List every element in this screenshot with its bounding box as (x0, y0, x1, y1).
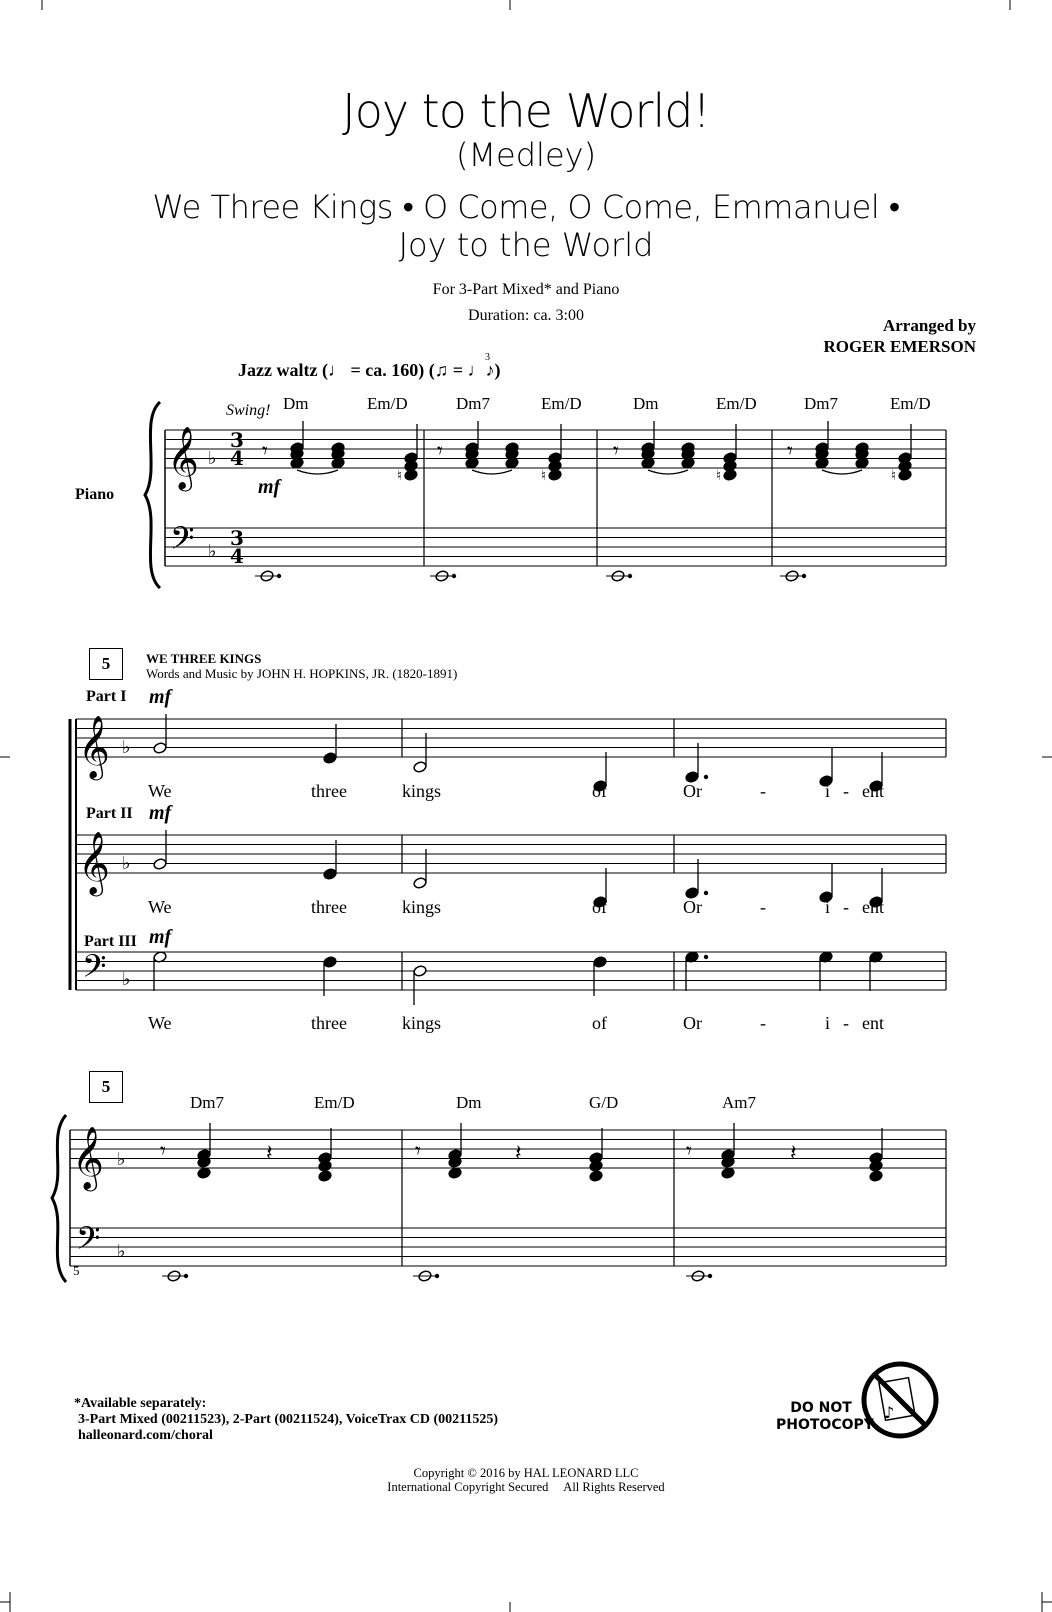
flat-icon: ♭ (208, 541, 217, 562)
chord-symbol: Dm7 (804, 394, 838, 413)
music-note-icon: ♪ (884, 1403, 895, 1422)
bass-clef-icon: 𝄢 (170, 520, 195, 564)
lyric-hyphen: - (843, 897, 849, 917)
brace (52, 1115, 66, 1282)
copyright-line1: Copyright © 2016 by HAL LEONARD LLC (413, 1466, 639, 1480)
tempo-triplet: 3 (485, 352, 490, 363)
lyric: Or (683, 781, 702, 801)
lyric: We (148, 897, 172, 917)
lyric: of (592, 1013, 607, 1033)
do-not-photocopy-line1: DO NOT (790, 1400, 852, 1416)
time-signature: 4 (230, 544, 244, 568)
rehearsal-mark: 5 (89, 1071, 123, 1103)
availability-line1: *Available separately: (74, 1396, 207, 1411)
voice-notehead (413, 761, 427, 774)
part-label-2: Part II (86, 805, 133, 822)
do-not-photocopy-line2: PHOTOCOPY (776, 1417, 874, 1433)
chord-notehead (721, 1167, 735, 1180)
lyric-hyphen: - (843, 781, 849, 801)
flat-icon: ♭ (122, 969, 131, 990)
chord-symbol: Em/D (890, 394, 931, 413)
dynamic-mf: mf (258, 476, 281, 498)
lyric-hyphen: - (760, 781, 766, 801)
flat-icon: ♭ (208, 448, 217, 469)
eighth-rest-icon: 𝄾 (160, 1139, 166, 1164)
lyric: i (825, 897, 831, 917)
augmentation-dot (704, 891, 708, 895)
chord-notehead (589, 1170, 603, 1183)
medley-songs-line1: We Three Kings • O Come, O Come, Emmanuel • (152, 188, 900, 226)
dynamic-mf: mf (149, 802, 172, 824)
tie (472, 470, 512, 474)
part-label-1: Part I (86, 688, 127, 705)
quarter-rest-icon: 𝄽 (515, 1141, 522, 1166)
voicing: For 3-Part Mixed* and Piano (432, 281, 620, 298)
lyric: kings (402, 1013, 442, 1033)
chord-symbol: Dm (283, 394, 309, 413)
voice-notehead (593, 956, 607, 969)
lyric: kings (402, 897, 442, 917)
eighth-rest-icon: 𝄾 (613, 439, 619, 464)
chord-symbol: Am7 (722, 1093, 756, 1112)
lyric: ent (862, 781, 884, 801)
lyric: ent (862, 897, 884, 917)
lyric: three (311, 1013, 347, 1033)
lyric: Or (683, 1013, 702, 1033)
chord-symbol: Dm (633, 394, 659, 413)
brace (145, 402, 160, 588)
lyric: We (148, 781, 172, 801)
eighth-rest-icon: 𝄾 (415, 1139, 421, 1164)
bass-clef-icon: 𝄢 (76, 1220, 101, 1264)
flat-icon: ♭ (122, 737, 131, 758)
chord-symbol: Em/D (367, 394, 408, 413)
arranger-name: ROGER EMERSON (823, 337, 976, 356)
arranged-label: Arranged by (882, 316, 976, 335)
natural-icon: ♮ (716, 468, 722, 484)
chord-notehead (869, 1170, 883, 1183)
lyric: three (311, 897, 347, 917)
arranger-credit (823, 315, 976, 357)
dynamic-mf: mf (149, 686, 172, 708)
lyric: kings (402, 781, 442, 801)
flat-icon: ♭ (122, 853, 131, 874)
swing-marking: Swing! (226, 402, 271, 419)
lyric: ent (862, 1013, 884, 1033)
page-subtitle: (Medley) (455, 136, 597, 174)
voice-notehead (323, 752, 337, 765)
voice-notehead (413, 965, 427, 978)
lyric: Or (683, 897, 702, 917)
voice-notehead (323, 956, 337, 969)
voice-notehead (323, 868, 337, 881)
flat-icon: ♭ (117, 1241, 126, 1262)
availability-note (74, 1396, 498, 1444)
song-credit: Words and Music by JOHN H. HOPKINS, JR. (1820-1891) (146, 666, 458, 681)
treble-clef-icon: 𝄞 (78, 831, 110, 894)
lyric: We (148, 1013, 172, 1033)
flat-icon: ♭ (117, 1149, 126, 1170)
part-label-3: Part III (84, 933, 137, 950)
chord-symbol: Dm7 (190, 1093, 224, 1112)
availability-line2: 3-Part Mixed (00211523), 2-Part (00211524), VoiceTrax CD (00211525) (78, 1412, 499, 1427)
time-signature: 4 (230, 446, 244, 470)
duration: Duration: ca. 3:00 (468, 307, 584, 324)
lyric: i (825, 1013, 831, 1033)
do-not-photocopy-text (776, 1400, 874, 1434)
chord-symbol: Em/D (716, 394, 757, 413)
voice-notehead (413, 877, 427, 890)
tie (822, 470, 862, 474)
page-title: Joy to the World! (342, 84, 710, 138)
quarter-rest-icon: 𝄽 (266, 1141, 273, 1166)
lyric: of (592, 781, 607, 801)
chord-symbol: Em/D (541, 394, 582, 413)
chord-symbol: G/D (589, 1093, 619, 1112)
measure-number: 5 (73, 1263, 80, 1278)
bass-clef-icon: 𝄢 (82, 948, 107, 992)
natural-icon: ♮ (541, 468, 547, 484)
natural-icon: ♮ (397, 468, 403, 484)
eighth-rest-icon: 𝄾 (437, 439, 443, 464)
lyric: three (311, 781, 347, 801)
natural-icon: ♮ (891, 468, 897, 484)
chord-notehead (318, 1170, 332, 1183)
voice-notehead (153, 742, 167, 755)
quarter-rest-icon: 𝄽 (790, 1141, 797, 1166)
augmentation-dot (704, 775, 708, 779)
lyric-hyphen: - (760, 1013, 766, 1033)
tie (297, 470, 338, 474)
treble-clef-icon: 𝄞 (167, 426, 199, 489)
copyright-line2: International Copyright Secured All Rights Reserved (387, 1480, 665, 1494)
availability-line3: halleonard.com/choral (78, 1428, 213, 1443)
eighth-rest-icon: 𝄾 (787, 439, 793, 464)
lyric: i (825, 781, 831, 801)
medley-songs-line2: Joy to the World (398, 226, 654, 264)
time-signature: 3 (230, 428, 244, 452)
treble-clef-icon: 𝄞 (78, 715, 110, 778)
chord-symbol: Dm (456, 1093, 482, 1112)
time-signature: 3 (230, 526, 244, 550)
chord-notehead (448, 1167, 462, 1180)
chord-notehead (197, 1167, 211, 1180)
voice-notehead (153, 858, 167, 871)
lyric-hyphen: - (760, 897, 766, 917)
chord-symbol: Dm7 (456, 394, 490, 413)
instrument-label-piano: Piano (75, 486, 115, 503)
copyright-notice (0, 1466, 1052, 1494)
augmentation-dot (704, 955, 708, 959)
lyric-hyphen: - (843, 1013, 849, 1033)
treble-clef-icon: 𝄞 (72, 1126, 104, 1189)
dynamic-mf: mf (149, 926, 172, 948)
song-title: WE THREE KINGS (146, 651, 262, 666)
eighth-rest-icon: 𝄾 (262, 439, 268, 464)
chord-symbol: Em/D (314, 1093, 355, 1112)
tempo-marking: Jazz waltz (♩ = ca. 160) (♫ = ♩♪) (238, 360, 501, 380)
tie (648, 470, 688, 474)
eighth-rest-icon: 𝄾 (686, 1139, 692, 1164)
rehearsal-mark: 5 (89, 648, 123, 680)
lyric: of (592, 897, 607, 917)
